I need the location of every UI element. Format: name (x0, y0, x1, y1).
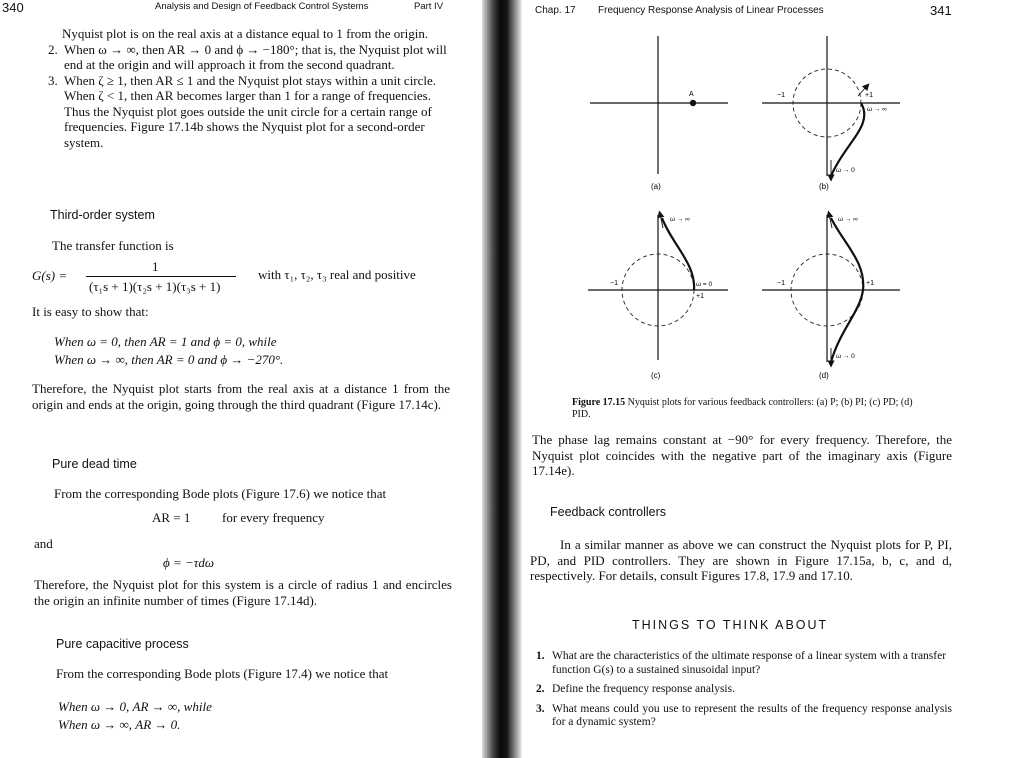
things-heading: THINGS TO THINK ABOUT (632, 618, 829, 632)
q2-text: Define the frequency response analysis. (552, 683, 735, 695)
panel-d-caption: (d) (819, 371, 829, 380)
panel-c-minus-one: −1 (610, 280, 618, 287)
caption-label: Figure 17.15 (572, 397, 626, 408)
panel-c-omega-zero: ω = 0 (696, 281, 713, 288)
phase-lag-paragraph: The phase lag remains constant at −90° for every frequency. Therefore, the Nyquist plot coincides with the negative part of the imaginary axis (Figure 17.14e). (532, 432, 952, 478)
equation-condition: with τ₁, τ₂, τ₃ real and positive (258, 267, 416, 282)
ar-equation: AR = 1 (152, 510, 191, 525)
question-1 (536, 650, 952, 677)
tf-intro: The transfer function is (52, 238, 174, 253)
bode-text-2: From the corresponding Bode plots (Figure 17.4) we notice that (56, 666, 389, 681)
panel-b-plus-one: +1 (865, 92, 873, 99)
q3-text: What means could you use to represent the results of the frequency response analysis for a dynamic system? (552, 702, 952, 728)
list-item-2 (48, 42, 448, 73)
feedback-paragraph: In a similar manner as above we can construct the Nyquist plots for P, PI, PD, and PID controllers. They are shown in Figure 17.15a, b, c, and d, respectively. For details, consult Figures 17.8, 17.9 and 17.10. (530, 537, 952, 583)
when-line-2: When ω → ∞, then AR = 0 and ϕ → −270°. (54, 352, 284, 367)
equation-numerator: 1 (152, 259, 159, 274)
item2-number: 2. (48, 41, 58, 57)
figure-17-15 (522, 0, 1024, 420)
part-label: Part IV (414, 1, 444, 12)
heading-third-order: Third-order system (50, 208, 155, 222)
q1-text: What are the characteristics of the ultimate response of a linear system with a transfer function G(s) to a sustained sinusoidal input? (552, 650, 947, 676)
panel-c-omega-inf: ω → ∞ (670, 216, 690, 223)
cap-when-line-1: When ω → 0, AR → ∞, while (58, 699, 212, 714)
item3-number: 3. (48, 72, 58, 88)
heading-feedback: Feedback controllers (550, 505, 667, 519)
page-number-left: 340 (2, 0, 24, 15)
panel-c-plot (588, 214, 728, 380)
q2-number: 2. (536, 683, 545, 695)
panel-c-plus-one: +1 (696, 293, 704, 300)
panel-b-nyquist-curve (831, 103, 864, 176)
third-order-conclusion: Therefore, the Nyquist plot starts from the real axis at a distance 1 from the origin and ends at the origin, going through the third quadrant (Figure 17.14c). (32, 381, 450, 412)
panel-b-plot (762, 36, 900, 191)
book-gutter (482, 0, 522, 758)
panel-d-omega-zero: ω → 0 (836, 353, 855, 360)
fraction-bar (86, 276, 236, 277)
ar-condition: for every frequency (222, 510, 325, 525)
list-item-3 (48, 73, 448, 151)
panel-c-nyquist-curve (662, 218, 694, 290)
panel-b-caption: (b) (819, 182, 829, 191)
bode-text-1: From the corresponding Bode plots (Figure 17.6) we notice that (54, 486, 387, 501)
panel-a-point (690, 100, 696, 106)
panel-b-omega-inf: ω → ∞ (867, 106, 887, 113)
q3-number: 3. (536, 702, 545, 715)
item3-text: When ζ ≥ 1, then AR ≤ 1 and the Nyquist plot stays within a unit circle. When ζ < 1, then AR becomes larger than 1 for a range of frequencies. Thus the Nyquist plot goes outside the unit circle for a certain range of frequencies. Figure 17.14b shows the Nyquist plot for a second-order system. (64, 72, 437, 150)
panel-d-omega-inf: ω → ∞ (838, 216, 858, 223)
item2-text: When ω → ∞, then AR → 0 and ϕ → −180°; that is, the Nyquist plot will end at the origin and will approach it from the second quadrant. (64, 41, 447, 72)
heading-capacitive: Pure capacitive process (56, 637, 189, 651)
figure-caption (572, 397, 932, 421)
easy-show: It is easy to show that: (32, 304, 149, 319)
question-3 (536, 703, 952, 730)
panel-a-caption: (a) (651, 182, 661, 191)
when-line-1: When ω = 0, then AR = 1 and ϕ = 0, while (54, 334, 277, 349)
caption-text: Nyquist plots for various feedback controllers: (a) P; (b) PI; (c) PD; (d) PID. (572, 397, 913, 420)
numbered-list (48, 26, 448, 150)
list-item-1-continued (48, 26, 448, 42)
panel-b-minus-one: −1 (777, 92, 785, 99)
panel-b-omega-zero: ω → 0 (836, 167, 855, 174)
q1-number: 1. (536, 650, 545, 662)
dead-time-conclusion: Therefore, the Nyquist plot for this system is a circle of radius 1 and encircles the origin an infinite number of times (Figure 17.14d). (34, 577, 452, 608)
page-number-right: 341 (930, 3, 952, 18)
right-page (522, 0, 1024, 758)
panel-d-plus-one: +1 (866, 280, 874, 287)
item1-text: Nyquist plot is on the real axis at a distance equal to 1 from the origin. (62, 26, 429, 41)
heading-dead-time: Pure dead time (52, 457, 137, 471)
questions-list (536, 650, 952, 730)
panel-a-plot (590, 36, 728, 191)
panel-d-minus-one: −1 (777, 280, 785, 287)
equation-lhs: G(s) = (32, 268, 68, 283)
left-page (0, 0, 482, 758)
equation-denominator: (τ₁s + 1)(τ₂s + 1)(τ₃s + 1) (89, 279, 221, 294)
panel-a-point-label: A (689, 91, 694, 98)
panel-d-plot (762, 214, 900, 380)
phi-equation: ϕ = −τdω (163, 555, 215, 570)
question-2 (536, 683, 952, 697)
running-head-right: Frequency Response Analysis of Linear Processes (598, 5, 824, 16)
chapter-label: Chap. 17 (535, 5, 576, 16)
panel-c-caption: (c) (651, 371, 661, 380)
cap-when-line-2: When ω → ∞, AR → 0. (58, 717, 181, 732)
and-word: and (34, 536, 53, 551)
running-head-left: Analysis and Design of Feedback Control Systems (155, 1, 369, 12)
